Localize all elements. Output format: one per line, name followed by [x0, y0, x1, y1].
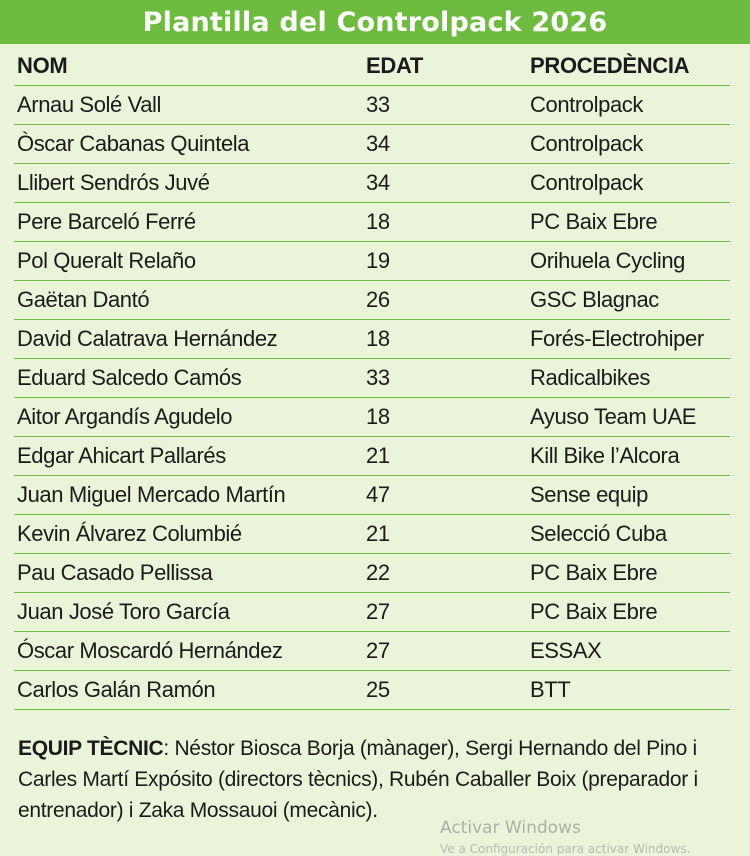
- rider-name: Pol Queralt Relaño: [17, 248, 196, 273]
- table-row: [14, 398, 730, 437]
- rider-age: 18: [366, 404, 390, 429]
- staff-label: EQUIP TÈCNIC: [18, 737, 164, 760]
- rider-age: 25: [366, 677, 390, 702]
- rider-origin: BTT: [530, 677, 571, 702]
- header-age: EDAT: [366, 52, 424, 78]
- rider-origin: GSC Blagnac: [530, 287, 659, 312]
- table-row: [14, 554, 730, 593]
- roster-table: [14, 46, 730, 710]
- rider-name: Carlos Galán Ramón: [17, 677, 216, 702]
- rider-name: Òscar Cabanas Quintela: [17, 131, 250, 156]
- rider-name: Juan José Toro García: [17, 599, 230, 624]
- table-row: [14, 281, 730, 320]
- table-row: [14, 242, 730, 281]
- staff-text: : Néstor Biosca Borja (mànager), Sergi Hernando del Pino i Carles Martí Expósito (directors tècnics), Rubén Caballer Boix (preparador i entrenador) i Zaka Mossauoi (mecànic).: [18, 737, 698, 822]
- table-row: [14, 359, 730, 398]
- technical-staff: [18, 733, 724, 826]
- rider-age: 34: [366, 131, 390, 156]
- rider-name: Kevin Álvarez Columbié: [17, 521, 242, 546]
- rider-age: 26: [366, 287, 390, 312]
- table-row: [14, 476, 730, 515]
- rider-origin: Controlpack: [530, 131, 643, 156]
- windows-activation-watermark-sub: Ve a Configuración para activar Windows.: [440, 842, 691, 856]
- rider-name: Edgar Ahicart Pallarés: [17, 443, 226, 468]
- rider-name: Arnau Solé Vall: [17, 92, 162, 117]
- rider-name: David Calatrava Hernández: [17, 326, 278, 351]
- title-bar: [0, 0, 750, 44]
- page-title: Plantilla del Controlpack 2026: [142, 6, 608, 38]
- rider-origin: Kill Bike l’Alcora: [530, 443, 680, 468]
- rider-origin: Controlpack: [530, 170, 643, 195]
- rider-origin: Sense equip: [530, 482, 648, 507]
- header-origin: PROCEDÈNCIA: [530, 52, 690, 78]
- table-row: [14, 203, 730, 242]
- rider-name: Juan Miguel Mercado Martín: [17, 482, 286, 507]
- rider-age: 19: [366, 248, 390, 273]
- rider-name: Aitor Argandís Agudelo: [17, 404, 233, 429]
- rider-name: Pau Casado Pellissa: [17, 560, 213, 585]
- rider-origin: Selecció Cuba: [530, 521, 667, 546]
- table-row: [14, 125, 730, 164]
- rider-age: 27: [366, 638, 390, 663]
- rider-age: 21: [366, 521, 390, 546]
- rider-name: Eduard Salcedo Camós: [17, 365, 242, 390]
- table-row: [14, 671, 730, 710]
- rider-name: Óscar Moscardó Hernández: [17, 638, 283, 663]
- rider-origin: PC Baix Ebre: [530, 560, 658, 585]
- rider-origin: Controlpack: [530, 92, 643, 117]
- table-body: [14, 86, 730, 710]
- rider-age: 33: [366, 92, 390, 117]
- rider-age: 21: [366, 443, 390, 468]
- rider-name: Pere Barceló Ferré: [17, 209, 196, 234]
- table-row: [14, 632, 730, 671]
- rider-origin: PC Baix Ebre: [530, 599, 658, 624]
- rider-age: 34: [366, 170, 390, 195]
- table-row: [14, 515, 730, 554]
- rider-origin: Forés-Electrohiper: [530, 326, 704, 351]
- table-header: [14, 46, 730, 86]
- rider-name: Gaëtan Dantó: [17, 287, 150, 312]
- windows-activation-watermark: Activar Windows: [440, 818, 581, 838]
- rider-origin: Ayuso Team UAE: [530, 404, 697, 429]
- rider-age: 47: [366, 482, 390, 507]
- table-row: [14, 86, 730, 125]
- header-name: NOM: [17, 52, 68, 78]
- rider-origin: ESSAX: [530, 638, 602, 663]
- table-row: [14, 320, 730, 359]
- rider-origin: Orihuela Cycling: [530, 248, 686, 273]
- rider-age: 27: [366, 599, 390, 624]
- rider-age: 22: [366, 560, 390, 585]
- rider-name: Llibert Sendrós Juvé: [17, 170, 210, 195]
- table-row: [14, 437, 730, 476]
- table-row: [14, 164, 730, 203]
- rider-origin: PC Baix Ebre: [530, 209, 658, 234]
- rider-age: 33: [366, 365, 390, 390]
- rider-age: 18: [366, 209, 390, 234]
- rider-age: 18: [366, 326, 390, 351]
- rider-origin: Radicalbikes: [530, 365, 650, 390]
- table-row: [14, 593, 730, 632]
